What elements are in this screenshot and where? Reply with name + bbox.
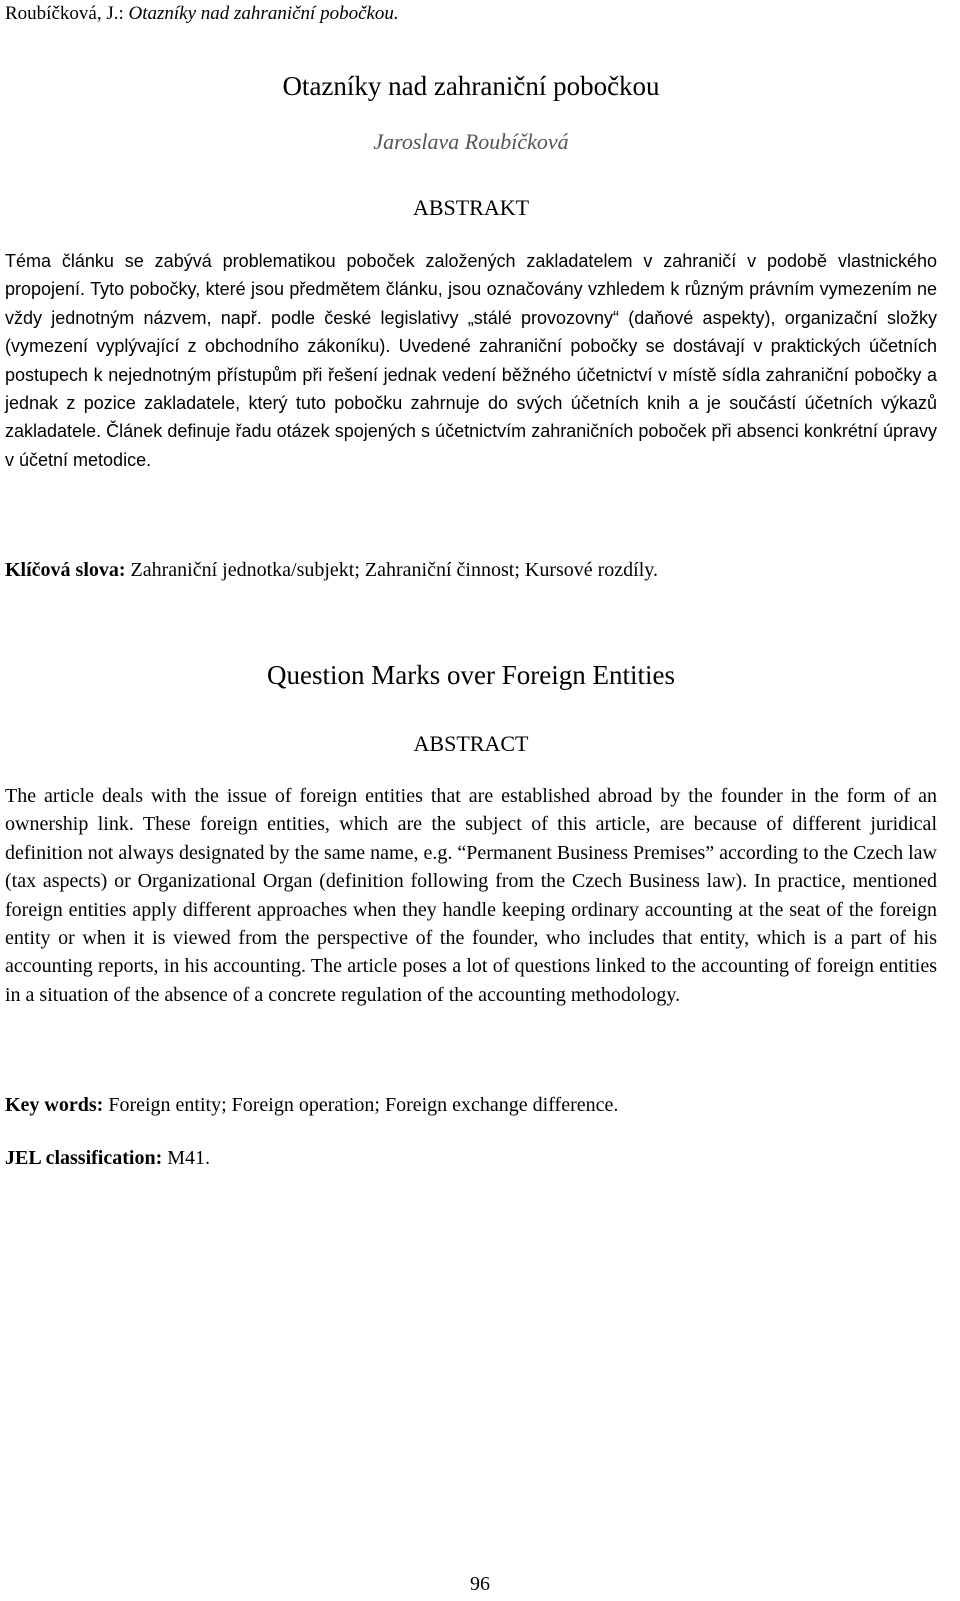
running-header-title: Otazníky nad zahraniční pobočkou. [128, 3, 399, 24]
english-keywords [5, 1091, 937, 1119]
czech-abstract-text: Téma článku se zabývá problematikou poboček založených zakladatelem v zahraničí v podobě vlastnického propojení. Tyto pobočky, které jsou předmětem článku, jsou označovány vzhledem k různým právním vymezením ne vždy jednotným názvem, např. podle české legislativy „stálé provozovny“ (daňové aspekty), organizační složky (vymezení vyplývající z obchodního zákoníku). Uvedené zahraniční pobočky se dostávají v praktických účetních postupech k nejednotným přístupům při řešení jednak vedení běžného účetnictví v místě sídla zahraniční pobočky a jednak z pozice zakladatele, který tuto pobočku zahrnuje do svých účetních knih a je součástí účetních výkazů zakladatele. Článek definuje řadu otázek spojených s účetnictvím zahraničních poboček při absenci konkrétní úpravy v účetní metodice. [5, 251, 937, 470]
running-header [5, 3, 399, 25]
czech-keywords [5, 556, 937, 584]
czech-article-title: Otazníky nad zahraniční pobočkou [282, 71, 660, 101]
english-keywords-label: Key words: [5, 1094, 104, 1116]
running-header-author: Roubíčková, J.: [5, 3, 129, 24]
english-keywords-value: Foreign entity; Foreign operation; Foreign exchange difference. [103, 1094, 619, 1116]
article-author: Jaroslava Roubíčková [373, 129, 569, 154]
jel-classification-value: M41. [162, 1147, 211, 1169]
english-article-title: Question Marks over Foreign Entities [267, 660, 675, 690]
jel-classification-label: JEL classification: [5, 1147, 163, 1169]
czech-abstract-heading: ABSTRAKT [412, 195, 530, 220]
page-number: 96 [470, 1573, 490, 1595]
english-abstract-text: The article deals with the issue of foreign entities that are established abroad by the founder in the form of an ownership link. These foreign entities, which are the subject of this article, are because of different juridical definition not always designated by the same name, e.g. “Permanent Business Premises” according to the Czech law (tax aspects) or Organizational Organ (definition following from the Czech Business law). In practice, mentioned foreign entities apply different approaches when they handle keeping ordinary accounting at the seat of the foreign entity or when it is viewed from the perspective of the founder, who includes that entity, which is a part of his accounting reports, in his accounting. The article poses a lot of questions linked to the accounting of foreign entities in a situation of the absence of a concrete regulation of the accounting methodology. [5, 785, 937, 1006]
english-abstract-heading: ABSTRACT [413, 731, 529, 756]
czech-keywords-label: Klíčová slova: [5, 559, 126, 581]
jel-classification [5, 1144, 937, 1172]
czech-keywords-value: Zahraniční jednotka/subjekt; Zahraniční činnost; Kursové rozdíly. [125, 559, 658, 581]
